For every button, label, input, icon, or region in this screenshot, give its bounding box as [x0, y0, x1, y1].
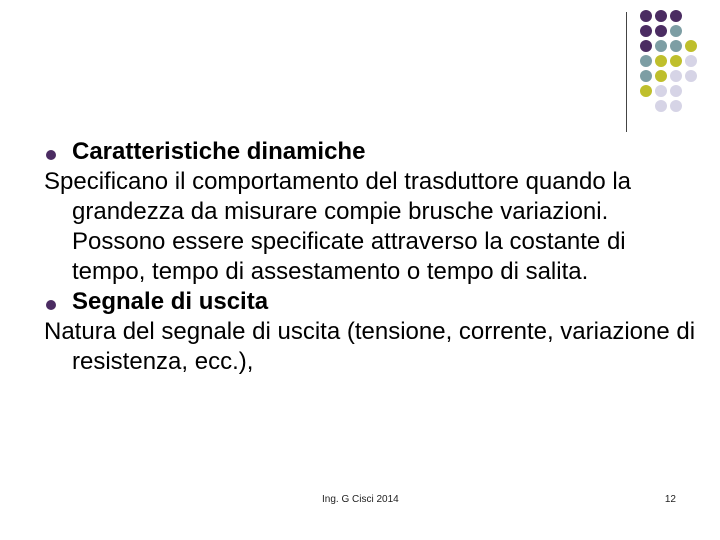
- slide-content: [44, 137, 704, 377]
- decorative-dot: [670, 85, 682, 97]
- bullet-dot-icon: [46, 150, 56, 160]
- decorative-dot: [640, 70, 652, 82]
- decorative-dot: [670, 10, 682, 22]
- decorative-dot: [655, 55, 667, 67]
- decorative-dot: [685, 70, 697, 82]
- paragraph-output-signal: Natura del segnale di uscita (tensione, corrente, variazione di resistenza, ecc.),: [44, 318, 696, 375]
- decorative-dot: [670, 55, 682, 67]
- decorative-dot: [640, 55, 652, 67]
- decorative-dot: [655, 100, 667, 112]
- bullet-dot-icon: [46, 300, 56, 310]
- decorative-dot: [655, 10, 667, 22]
- decorative-dot-grid: [640, 10, 720, 120]
- decorative-dot: [670, 40, 682, 52]
- page-number: 12: [664, 494, 676, 505]
- decorative-dot: [670, 25, 682, 37]
- decorative-dot: [640, 40, 652, 52]
- decorative-dot: [670, 70, 682, 82]
- decorative-dot: [640, 25, 652, 37]
- paragraph-dynamic-characteristics: Specificano il comportamento del trasduttore quando la grandezza da misurare compie brusche variazioni. Possono essere specificate attraverso la costante di tempo, tempo di assestamento o tempo di salita.: [44, 168, 632, 285]
- decorative-dot: [655, 25, 667, 37]
- decorative-vertical-rule: [626, 12, 627, 132]
- footer-author: Ing. G Cisci 2014: [322, 494, 399, 505]
- heading-text: Segnale di uscita: [72, 288, 269, 315]
- decorative-dot: [670, 100, 682, 112]
- decorative-dot: [655, 70, 667, 82]
- decorative-dot: [655, 40, 667, 52]
- decorative-dot: [685, 55, 697, 67]
- decorative-dot: [640, 85, 652, 97]
- heading-dynamic-characteristics: [44, 137, 704, 167]
- decorative-dot: [685, 40, 697, 52]
- decorative-dot: [655, 85, 667, 97]
- decorative-dot: [640, 10, 652, 22]
- heading-output-signal: [44, 287, 704, 317]
- heading-text: Caratteristiche dinamiche: [72, 138, 366, 165]
